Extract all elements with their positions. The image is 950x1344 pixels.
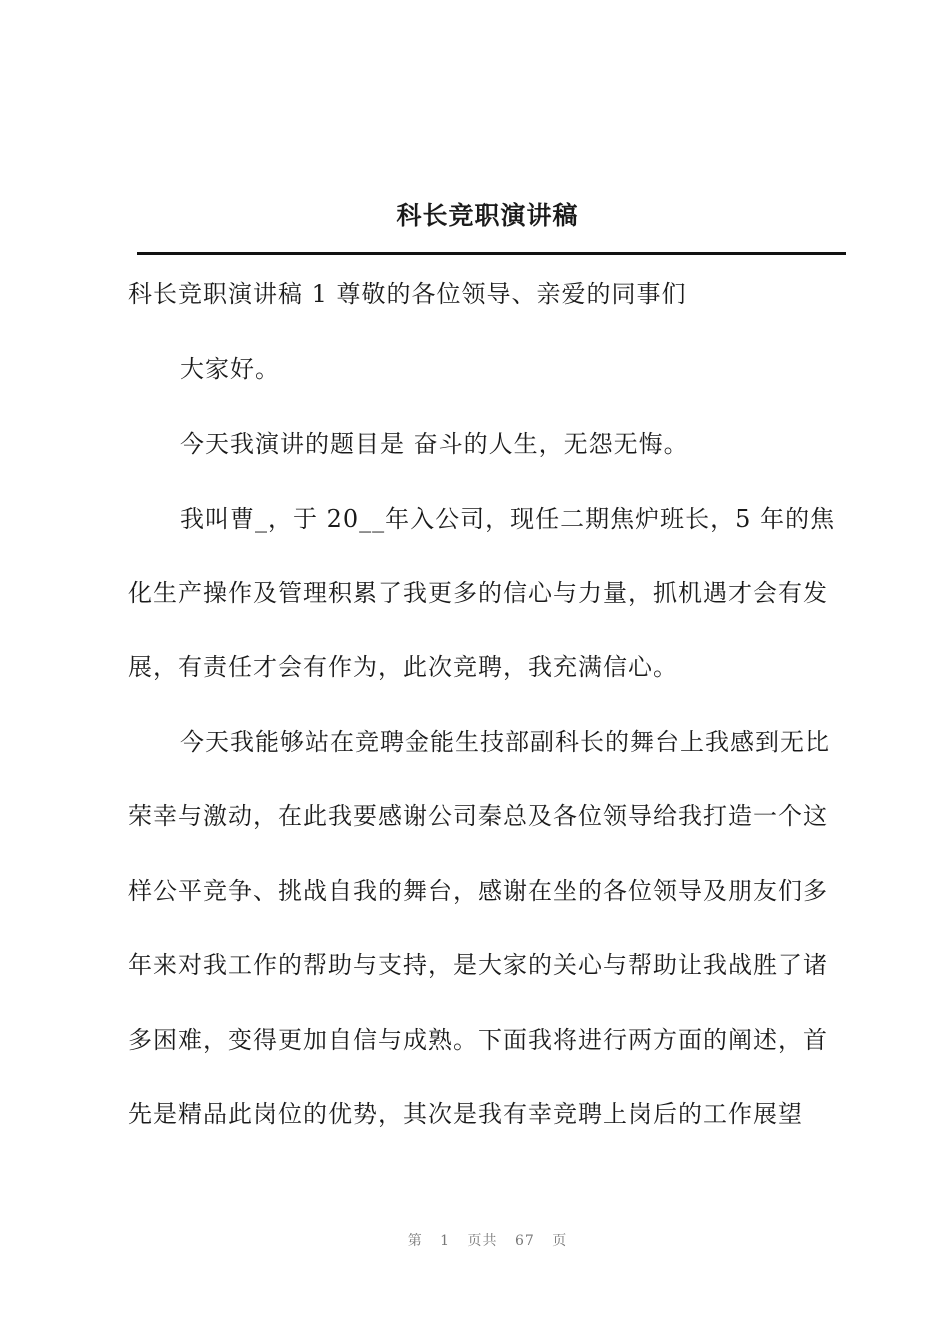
body-line-10: 年来对我工作的帮助与支持，是大家的关心与帮助让我战胜了诸 [128, 951, 828, 979]
footer-page-number: 1 [440, 1233, 451, 1249]
footer-prefix: 第 [407, 1233, 423, 1249]
body-line-7: 今天我能够站在竞聘金能生技部副科长的舞台上我感到无比 [180, 728, 830, 756]
body-line-12: 先是精品此岗位的优势，其次是我有幸竞聘上岗后的工作展望 [128, 1100, 803, 1128]
body-line-6: 展，有责任才会有作为，此次竞聘，我充满信心。 [128, 653, 678, 681]
body-line-1: 科长竞职演讲稿 1 尊敬的各位领导、亲爱的同事们 [128, 280, 687, 308]
footer-middle: 页共 [467, 1233, 498, 1249]
footer-total-pages: 67 [515, 1233, 535, 1249]
body-line-3: 今天我演讲的题目是 奋斗的人生，无怨无悔。 [180, 430, 689, 458]
body-line-8: 荣幸与激动，在此我要感谢公司秦总及各位领导给我打造一个这 [128, 802, 828, 830]
footer-suffix: 页 [552, 1233, 568, 1249]
body-line-9: 样公平竞争、挑战自我的舞台，感谢在坐的各位领导及朋友们多 [128, 877, 828, 905]
page-footer [0, 1230, 950, 1250]
document-title: 科长竞职演讲稿 [396, 201, 579, 230]
body-line-11: 多困难，变得更加自信与成熟。下面我将进行两方面的阐述，首 [128, 1026, 828, 1054]
title-divider [137, 252, 846, 255]
body-line-4: 我叫曹_，于 20__年入公司，现任二期焦炉班长，5 年的焦 [180, 505, 836, 533]
body-line-5: 化生产操作及管理积累了我更多的信心与力量，抓机遇才会有发 [128, 579, 828, 607]
body-line-2: 大家好。 [180, 355, 280, 383]
